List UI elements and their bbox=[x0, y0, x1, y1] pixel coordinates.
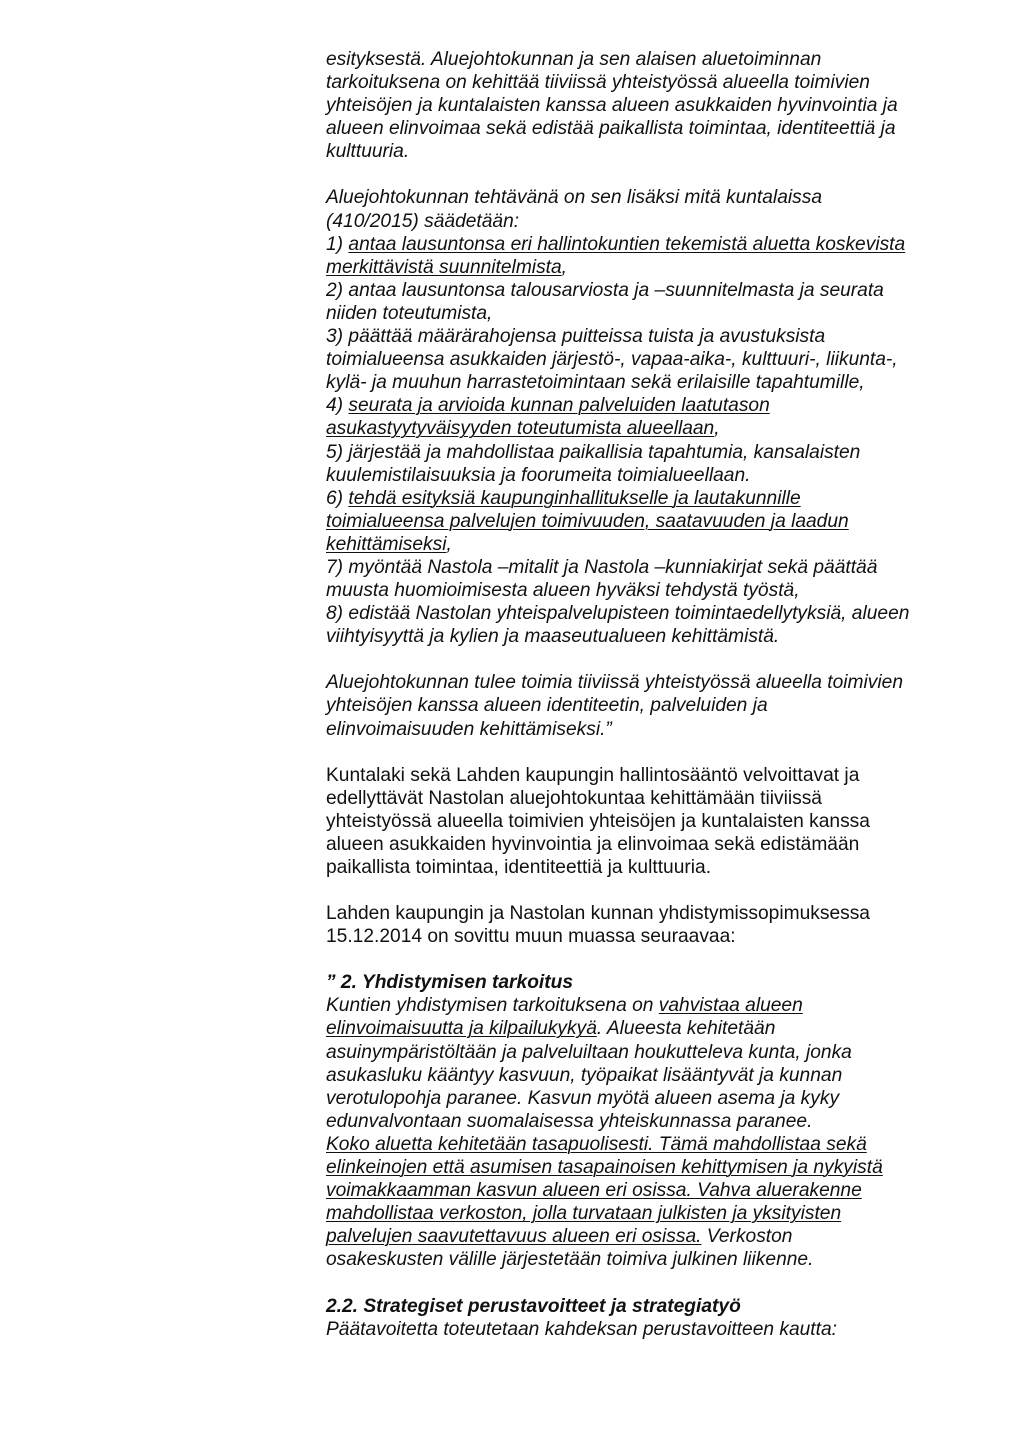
paragraph-gap bbox=[326, 879, 976, 902]
paragraph-gap bbox=[326, 648, 976, 671]
list-item-2-cont: niiden toteutumista, bbox=[326, 302, 493, 324]
text-line: kulttuuria. bbox=[326, 141, 410, 163]
text-line: edellyttävät Nastolan aluejohtokuntaa kehittämään tiiviissä bbox=[326, 787, 822, 809]
item-number: 6) bbox=[326, 487, 349, 509]
list-item-1 bbox=[326, 233, 976, 256]
list-item-3: 3) päättää määrärahojensa puitteissa tuista ja avustuksista bbox=[326, 326, 826, 348]
item-number: 4) bbox=[326, 395, 349, 417]
text-run: Kuntien yhdistymisen tarkoituksena on bbox=[326, 995, 659, 1017]
text-line: Päätavoitetta toteutetaan kahdeksan perustavoitteen kautta: bbox=[326, 1318, 837, 1340]
list-item-8: 8) edistää Nastolan yhteispalvelupisteen toimintaedellytyksiä, alueen bbox=[326, 603, 910, 625]
text-run: Verkoston bbox=[701, 1226, 793, 1248]
text-line: alueen elinvoimaa sekä edistää paikallista toimintaa, identiteettiä ja bbox=[326, 118, 896, 140]
text-line bbox=[326, 1017, 976, 1040]
text-line bbox=[326, 994, 976, 1017]
paragraph-gap bbox=[326, 163, 976, 186]
paragraph-aluetoiminta bbox=[326, 48, 976, 163]
underlined-text: palvelujen saavutettavuus alueen eri osissa. bbox=[326, 1226, 702, 1248]
text-line: Lahden kaupungin ja Nastolan kunnan yhdistymissopimuksessa bbox=[326, 903, 870, 925]
list-item-6 bbox=[326, 487, 976, 510]
underlined-text: elinvoimaisuutta ja kilpailukykyä bbox=[326, 1018, 597, 1040]
list-item-7-cont: muusta huomioimisesta alueen hyväksi tehdystä työstä, bbox=[326, 580, 800, 602]
list-item-1-cont bbox=[326, 256, 976, 279]
paragraph-gap bbox=[326, 1272, 976, 1295]
paragraph-gap bbox=[326, 741, 976, 764]
text-line: yhteisöjen kanssa alueen identiteetin, palveluiden ja bbox=[326, 695, 768, 717]
text-line: asukasluku kääntyy kasvuun, työpaikat lisääntyvät ja kunnan bbox=[326, 1064, 843, 1086]
list-item-7: 7) myöntää Nastola –mitalit ja Nastola –kunniakirjat sekä päättää bbox=[326, 556, 878, 578]
underlined-text: kehittämiseksi bbox=[326, 533, 447, 555]
list-item-4 bbox=[326, 394, 976, 417]
text-line: Aluejohtokunnan tehtävänä on sen lisäksi mitä kuntalaissa bbox=[326, 187, 822, 209]
list-item-3-cont: toimialueensa asukkaiden järjestö-, vapaa-aika-, kulttuuri-, liikunta-, bbox=[326, 349, 898, 371]
list-item-5-cont: kuulemistilaisuuksia ja foorumeita toimialueellaan. bbox=[326, 464, 751, 486]
list-item-5: 5) järjestää ja mahdollistaa paikallisia tapahtumia, kansalaisten bbox=[326, 441, 861, 463]
text-line: paikallista toimintaa, identiteettiä ja kulttuuria. bbox=[326, 857, 712, 878]
text-line: esityksestä. Aluejohtokunnan ja sen alaisen aluetoiminnan bbox=[326, 49, 822, 70]
underlined-text: asukastyytyväisyyden toteutumista alueellaan bbox=[326, 418, 715, 440]
underlined-text: seurata ja arvioida kunnan palveluiden laatutason bbox=[348, 395, 770, 417]
underlined-text: vahvistaa alueen bbox=[658, 995, 803, 1017]
underlined-text: Koko aluetta kehitetään tasapuolisesti. Tämä mahdollistaa sekä bbox=[326, 1133, 867, 1155]
paragraph-tehtavat bbox=[326, 186, 976, 648]
text-line: yhteistyössä alueella toimivien yhteisöjen ja kuntalaisten kanssa bbox=[326, 810, 870, 832]
section-heading: ” 2. Yhdistymisen tarkoitus bbox=[326, 972, 574, 994]
text-line: verotulopohja paranee. Kasvun myötä alueen asema ja kyky bbox=[326, 1087, 840, 1109]
punctuation: , bbox=[446, 533, 452, 555]
text-line: Kuntalaki sekä Lahden kaupungin hallintosääntö velvoittavat ja bbox=[326, 764, 860, 786]
text-line: 15.12.2014 on sovittu muun muassa seuraavaa: bbox=[326, 926, 736, 948]
text-line: yhteisöjen ja kuntalaisten kanssa alueen asukkaiden hyvinvointia ja bbox=[326, 95, 898, 117]
text-line: osakeskusten välille järjestetään toimiva julkinen liikenne. bbox=[326, 1249, 814, 1271]
list-item-6-cont bbox=[326, 533, 976, 556]
text-line: asuinympäristöltään ja palveluiltaan houkutteleva kunta, jonka bbox=[326, 1041, 852, 1063]
paragraph-kuntalaki bbox=[326, 764, 976, 879]
punctuation: , bbox=[714, 418, 720, 440]
text-run: . Alueesta kehitetään bbox=[596, 1018, 776, 1040]
section-heading: 2.2. Strategiset perustavoitteet ja strategiatyö bbox=[326, 1295, 741, 1317]
section-yhdistymisen-tarkoitus bbox=[326, 971, 976, 1271]
underlined-text: antaa lausuntonsa eri hallintokuntien tekemistä aluetta koskevista bbox=[348, 233, 906, 255]
document-page bbox=[326, 48, 976, 1341]
text-line: tarkoituksena on kehittää tiiviissä yhteistyössä alueella toimivien bbox=[326, 72, 870, 94]
list-item-2: 2) antaa lausuntonsa talousarviosta ja –suunnitelmasta ja seurata bbox=[326, 279, 884, 301]
text-line: (410/2015) säädetään: bbox=[326, 210, 520, 232]
list-item-4-cont bbox=[326, 417, 976, 440]
underlined-text: voimakkaamman kasvun alueen eri osissa. Vahva aluerakenne bbox=[326, 1180, 862, 1202]
list-item-3-cont: kylä- ja muuhun harrastetoimintaan sekä erilaisille tapahtumille, bbox=[326, 372, 865, 394]
paragraph-yhdistymissopimus bbox=[326, 902, 976, 948]
text-line bbox=[326, 1225, 976, 1248]
underlined-text: merkittävistä suunnitelmista bbox=[326, 256, 562, 278]
text-line: Aluejohtokunnan tulee toimia tiiviissä yhteistyössä alueella toimivien bbox=[326, 672, 904, 694]
text-line: elinvoimaisuuden kehittämiseksi.” bbox=[326, 718, 612, 740]
underlined-text: tehdä esityksiä kaupunginhallitukselle ja lautakunnille bbox=[348, 487, 801, 509]
underlined-text: elinkeinojen että asumisen tasapainoisen kehittymisen ja nykyistä bbox=[326, 1157, 883, 1179]
paragraph-yhteistyo bbox=[326, 671, 976, 740]
paragraph-gap bbox=[326, 948, 976, 971]
underlined-text: toimialueensa palvelujen toimivuuden, saatavuuden ja laadun bbox=[326, 510, 849, 532]
underlined-text: mahdollistaa verkoston, jolla turvataan julkisten ja yksityisten bbox=[326, 1203, 842, 1225]
punctuation: , bbox=[561, 256, 568, 278]
text-line: edunvalvontaan suomalaisessa yhteiskunnassa paranee. bbox=[326, 1110, 813, 1132]
list-item-8-cont: viihtyisyyttä ja kylien ja maaseutualueen kehittämistä. bbox=[326, 626, 780, 648]
item-number: 1) bbox=[326, 233, 349, 255]
text-line: alueen asukkaiden hyvinvointia ja elinvoimaa sekä edistämään bbox=[326, 833, 860, 855]
section-strategiset-perustavoitteet bbox=[326, 1295, 976, 1341]
list-item-6-cont bbox=[326, 510, 976, 533]
